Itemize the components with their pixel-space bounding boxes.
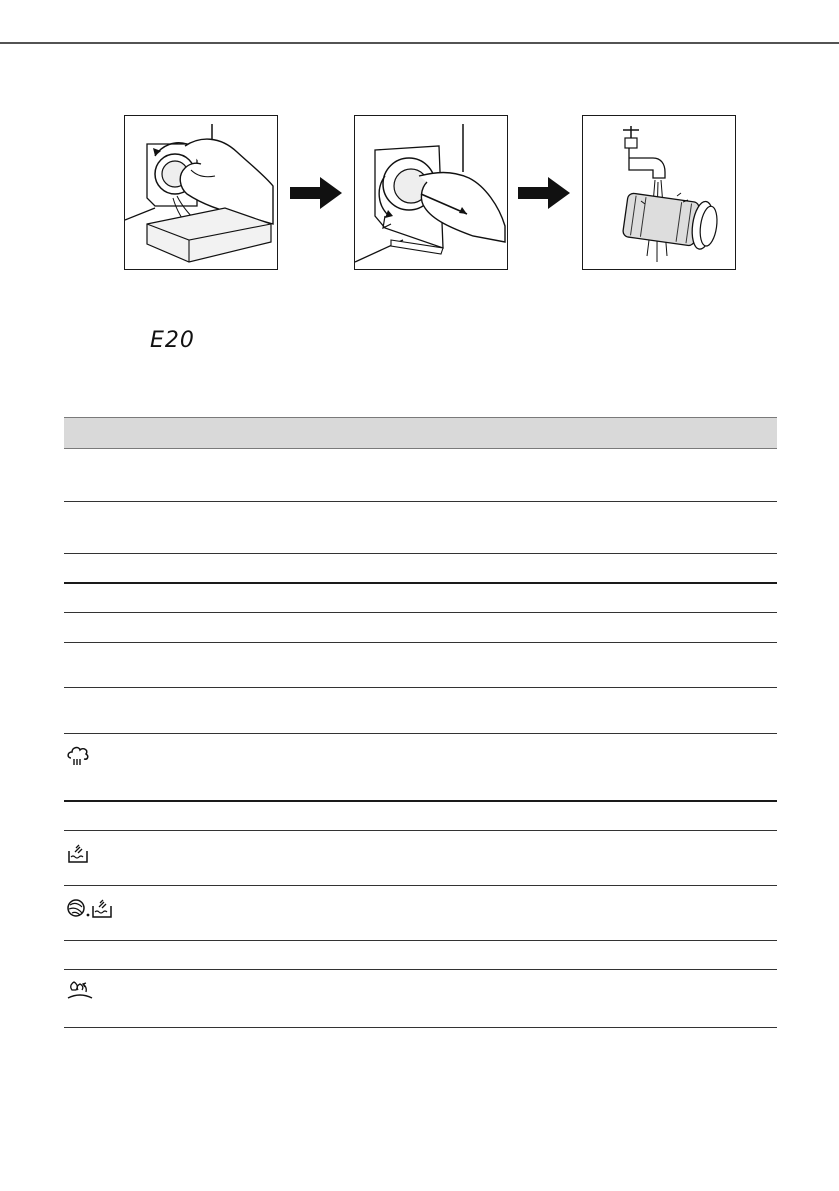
top-rule [0, 38, 839, 52]
arrow-right-icon [290, 177, 342, 209]
table-body [64, 449, 777, 1028]
table-row [64, 688, 777, 734]
table-row [64, 554, 777, 584]
troubleshooting-table [64, 417, 777, 1028]
table-header [64, 417, 777, 449]
table-row [64, 613, 777, 643]
table-row [64, 734, 777, 802]
figure-drain-filter-unscrew [124, 115, 278, 270]
table-row [64, 802, 777, 831]
table-row [64, 449, 777, 502]
table-row [64, 831, 777, 886]
table-row [64, 941, 777, 970]
steam-icon [66, 744, 90, 766]
wool-hand-wash-icon [66, 841, 90, 863]
figure-drain-filter-remove [354, 115, 508, 270]
table-row [64, 643, 777, 688]
arrow-right-icon [518, 177, 570, 209]
table-row [64, 970, 777, 1028]
table-row [64, 886, 777, 941]
figure-filter-rinse [582, 115, 736, 270]
error-code-display: E20 [150, 328, 195, 353]
table-row [64, 584, 777, 613]
wool-and-hand-wash-icon [66, 896, 116, 918]
table-row [64, 502, 777, 554]
rinse-spin-icon [66, 980, 94, 1002]
